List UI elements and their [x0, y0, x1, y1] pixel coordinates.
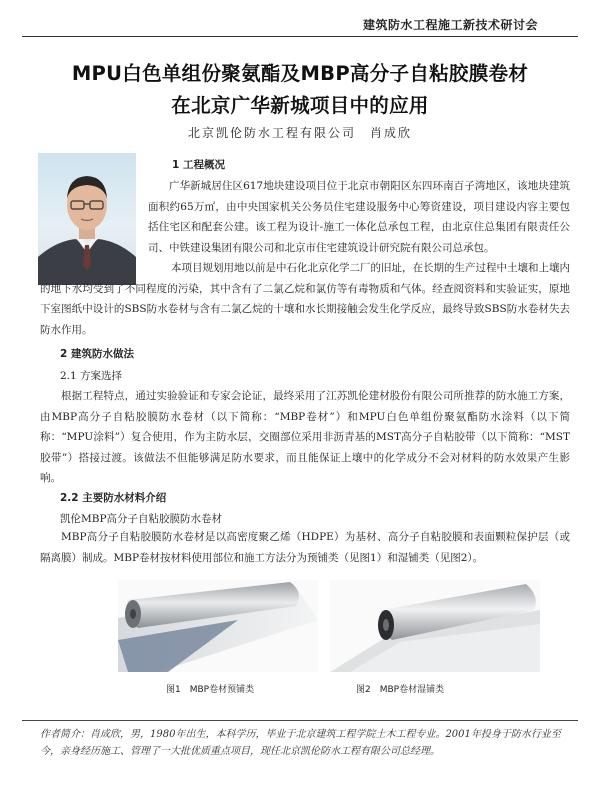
- section-2-2-item: 凯伦MBP高分子自粘胶膜防水卷材: [60, 513, 223, 525]
- bio-rule: [22, 720, 578, 721]
- article-title-line-1: MPU白色单组份聚氨酯及MBP高分子自粘胶膜卷材: [71, 62, 529, 85]
- section-2-1-paragraph: 根据工程特点，通过实验验证和专家会论证，最终采用了江苏凯伦建材股份有限公司所推荐的防水施工方案，由MBP高分子自粘胶膜防水卷材（以下简称：“MBP卷材”）和MPU白色单组份聚氨酯防水涂料（以下简称：“MPU涂料”）复合使用，作为主防水层，交圈部位采用非沥青基的MST高分子自粘胶带（以下简称：“MST胶带”）搭接过渡。该做法不但能够满足防水要求，而且能保证上壤中的化学成分不会对材料的防水效果产生影响。: [40, 390, 570, 484]
- figure-2-caption: 图2 MBP卷材湿铺类: [356, 685, 445, 695]
- section-2-heading: 2 建筑防水做法: [60, 348, 134, 360]
- section-1-paragraph-1: 广华新城居住区617地块建设项目位于北京市朝阳区东四环南百子湾地区，该地块建筑面积约65万㎡，由中央国家机关公务员住宅建设服务中心筹资建设，项目建设内容主要包括住宅区和配套公建。该工程为设计-施工一体化总承包工程，由北京住总集团有限责任公司、中铁建设集团有限公司和北京市住宅建筑设计研究院有限公司总承包。: [148, 180, 570, 254]
- section-1-heading: 1 工程概况: [172, 159, 225, 171]
- section-2-2-paragraph: MBP高分子自粘胶膜防水卷材是以高密度聚乙烯（HDPE）为基材、高分子自粘胶膜和表面颗粒保护层（或隔离膜）制成。MBP卷材按材料使用部位和施工方法分为预铺类（见图1）和湿铺类（见图2）。: [40, 531, 570, 564]
- running-header: 建筑防水工程施工新技术研讨会: [362, 18, 538, 32]
- article-title-line-2: 在北京广华新城项目中的应用: [171, 94, 429, 117]
- figure-1-caption: 图1 MBP卷材预铺类: [166, 685, 255, 695]
- header-rule: [22, 36, 578, 37]
- section-2-2-heading: 2.2 主要防水材料介绍: [60, 492, 167, 504]
- author-bio: 作者简介：肖成欣，男，1980年出生，本科学历，毕业于北京建筑工程学院土木工程专业。2001年投身于防水行业至今，亲身经历施工、管理了一大批优质重点项目，现任北京凯伦防水工程有限公司总经理。: [40, 729, 561, 757]
- figure-1-image: [118, 580, 318, 672]
- figure-2-image: [330, 580, 540, 672]
- author-byline: 北京凯伦防水工程有限公司 肖成欣: [187, 126, 412, 140]
- section-2-1-heading: 2.1 方案选择: [60, 370, 123, 382]
- section-1-paragraph-2: 本项目规划用地以前是中石化北京化学二厂的旧址，在长期的生产过程中土壤和上壤内的地下水均受到了不同程度的污染，其中含有了二氯乙烷和氯仿等有毒物质和气体。经查阅资料和实验证实，原地下室图纸中设计的SBS防水卷材与含有二氯乙烷的十壤和水长期接触会发生化学反应，最终导致SBS防水卷材失去防水作用。: [40, 262, 570, 336]
